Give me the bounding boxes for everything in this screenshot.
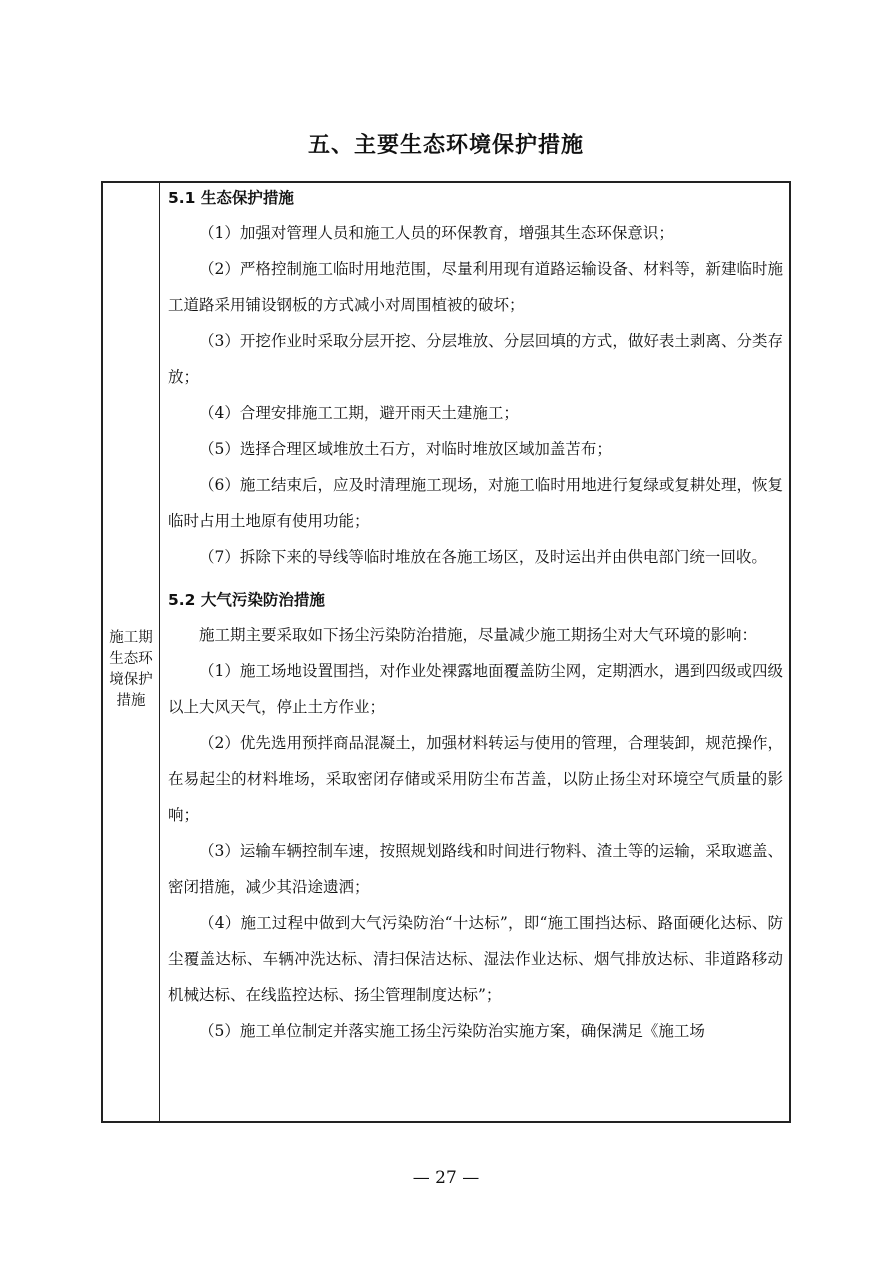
row-label-cell <box>103 183 160 1121</box>
section-ecological-protection <box>168 185 783 575</box>
paragraph: （1）加强对管理人员和施工人员的环保教育，增强其生态环保意识； <box>199 224 674 242</box>
section-air-pollution-control <box>168 587 783 1049</box>
page-title: 五、主要生态环境保护措施 <box>307 133 584 158</box>
content-cell <box>160 183 789 1121</box>
paragraph: （5）施工单位制定并落实施工扬尘污染防治实施方案，确保满足《施工场 <box>199 1022 705 1040</box>
paragraph: （5）选择合理区域堆放土石方，对临时堆放区域加盖苫布； <box>199 440 612 458</box>
paragraph: （6）施工结束后，应及时清理施工现场，对施工临时用地进行复绿或复耕处理，恢复临时占用土地原有使用功能； <box>168 476 783 530</box>
paragraph: 施工期主要采取如下扬尘污染防治措施，尽量减少施工期扬尘对大气环境的影响： <box>199 626 758 644</box>
section-spacer <box>168 575 783 587</box>
paragraph: （3）开挖作业时采取分层开挖、分层堆放、分层回填的方式，做好表土剥离、分类存放； <box>168 332 783 386</box>
section-heading: 5.1 生态保护措施 <box>168 189 294 207</box>
paragraph: （3）运输车辆控制车速，按照规划路线和时间进行物料、渣土等的运输，采取遮盖、密闭措施，减少其沿途遗洒； <box>168 842 783 896</box>
measures-table <box>101 181 791 1123</box>
section-heading: 5.2 大气污染防治措施 <box>168 591 325 609</box>
row-label: 施工期生态环境保护措施 <box>109 630 153 709</box>
page-number: — 27 — <box>412 1168 480 1188</box>
paragraph: （4）施工过程中做到大气污染防治“十达标”，即“施工围挡达标、路面硬化达标、防尘覆盖达标、车辆冲洗达标、清扫保洁达标、湿法作业达标、烟气排放达标、非道路移动机械达标、在线监控达标、扬尘管理制度达标”； <box>168 914 783 1004</box>
paragraph: （7）拆除下来的导线等临时堆放在各施工场区，及时运出并由供电部门统一回收。 <box>199 548 767 566</box>
paragraph: （4）合理安排施工工期，避开雨天土建施工； <box>199 404 519 422</box>
paragraph: （2）优先选用预拌商品混凝土，加强材料转运与使用的管理，合理装卸，规范操作，在易起尘的材料堆场，采取密闭存储或采用防尘布苫盖，以防止扬尘对环境空气质量的影响； <box>168 734 783 824</box>
paragraph: （1）施工场地设置围挡，对作业处裸露地面覆盖防尘网，定期洒水，遇到四级或四级以上大风天气，停止土方作业； <box>168 662 783 716</box>
paragraph: （2）严格控制施工临时用地范围，尽量利用现有道路运输设备、材料等，新建临时施工道路采用铺设钢板的方式减小对周围植被的破坏； <box>168 260 783 314</box>
